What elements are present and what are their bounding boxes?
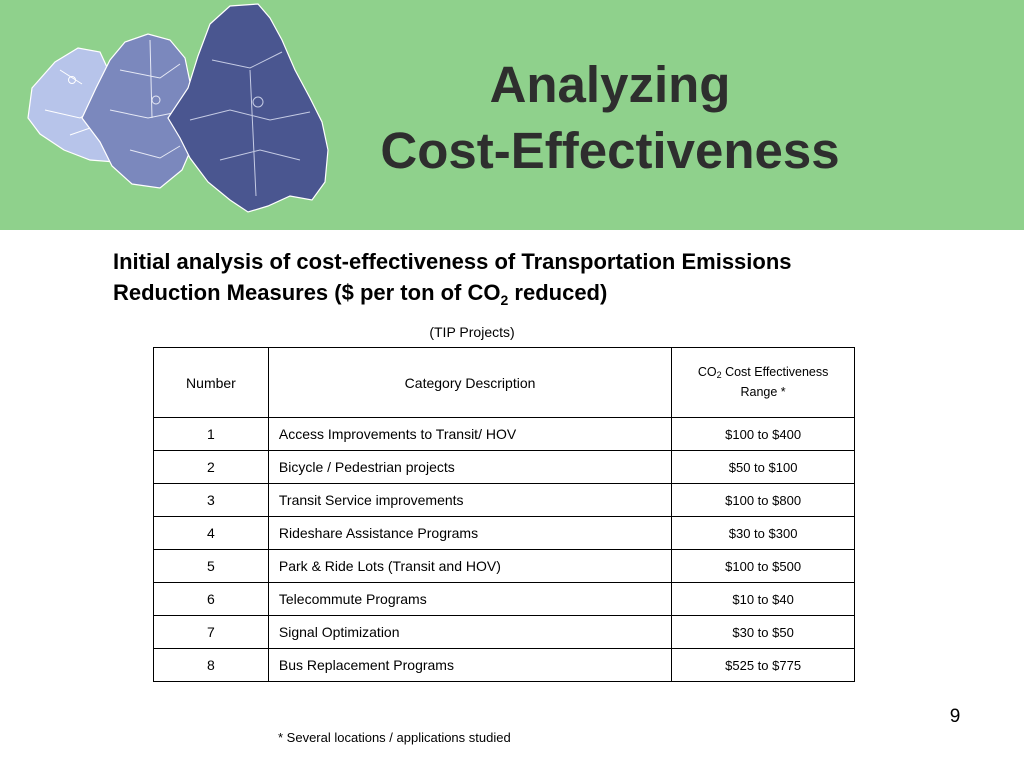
cell-description: Bicycle / Pedestrian projects xyxy=(268,451,671,484)
cell-range: $30 to $50 xyxy=(672,616,855,649)
table-row xyxy=(154,616,855,649)
cell-range: $100 to $500 xyxy=(672,550,855,583)
header-range xyxy=(672,348,855,418)
cell-range: $100 to $400 xyxy=(672,418,855,451)
cell-range: $50 to $100 xyxy=(672,451,855,484)
table-row xyxy=(154,583,855,616)
subtitle-line-2 xyxy=(113,277,933,316)
subtitle-line-1: Initial analysis of cost-effectiveness of Transportation Emissions xyxy=(113,249,792,274)
cell-number: 5 xyxy=(154,550,269,583)
header-number: Number xyxy=(154,348,269,418)
cell-number: 4 xyxy=(154,517,269,550)
title-line-1: Analyzing xyxy=(489,56,731,113)
slide-title xyxy=(330,52,890,184)
cell-range: $100 to $800 xyxy=(672,484,855,517)
table-row xyxy=(154,517,855,550)
header-range-co: CO xyxy=(697,365,717,379)
cell-description: Access Improvements to Transit/ HOV xyxy=(268,418,671,451)
map-region-east xyxy=(168,4,328,212)
table-row xyxy=(154,550,855,583)
cell-number: 8 xyxy=(154,649,269,682)
table-row xyxy=(154,418,855,451)
table-row xyxy=(154,484,855,517)
subtitle-line-2-text: Reduction Measures ($ per ton of CO xyxy=(113,280,501,305)
cell-range: $30 to $300 xyxy=(672,517,855,550)
title-line-2: Cost-Effectiveness xyxy=(380,122,840,179)
footnote: * Several locations / applications studied xyxy=(278,730,511,745)
cell-description: Signal Optimization xyxy=(268,616,671,649)
cell-description: Transit Service improvements xyxy=(268,484,671,517)
header-band xyxy=(0,0,1024,230)
cell-range: $10 to $40 xyxy=(672,583,855,616)
table-header-row xyxy=(154,348,855,418)
table-row xyxy=(154,649,855,682)
subtitle-line-2-end: reduced) xyxy=(508,280,608,305)
cell-description: Park & Ride Lots (Transit and HOV) xyxy=(268,550,671,583)
page-number: 9 xyxy=(949,706,961,727)
cost-effectiveness-table xyxy=(153,347,855,682)
region-map-graphic xyxy=(20,0,340,225)
cell-description: Telecommute Programs xyxy=(268,583,671,616)
cell-number: 6 xyxy=(154,583,269,616)
header-description: Category Description xyxy=(268,348,671,418)
slide-subtitle xyxy=(113,246,933,316)
cell-description: Bus Replacement Programs xyxy=(268,649,671,682)
header-range-subscript: 2 xyxy=(716,370,722,380)
cell-description: Rideshare Assistance Programs xyxy=(268,517,671,550)
cell-number: 7 xyxy=(154,616,269,649)
cell-range: $525 to $775 xyxy=(672,649,855,682)
table-caption: (TIP Projects) xyxy=(429,324,515,340)
cell-number: 3 xyxy=(154,484,269,517)
header-range-text: Cost Effectiveness Range * xyxy=(721,365,829,399)
cell-number: 2 xyxy=(154,451,269,484)
subtitle-subscript: 2 xyxy=(500,292,509,308)
table-row xyxy=(154,451,855,484)
cell-number: 1 xyxy=(154,418,269,451)
